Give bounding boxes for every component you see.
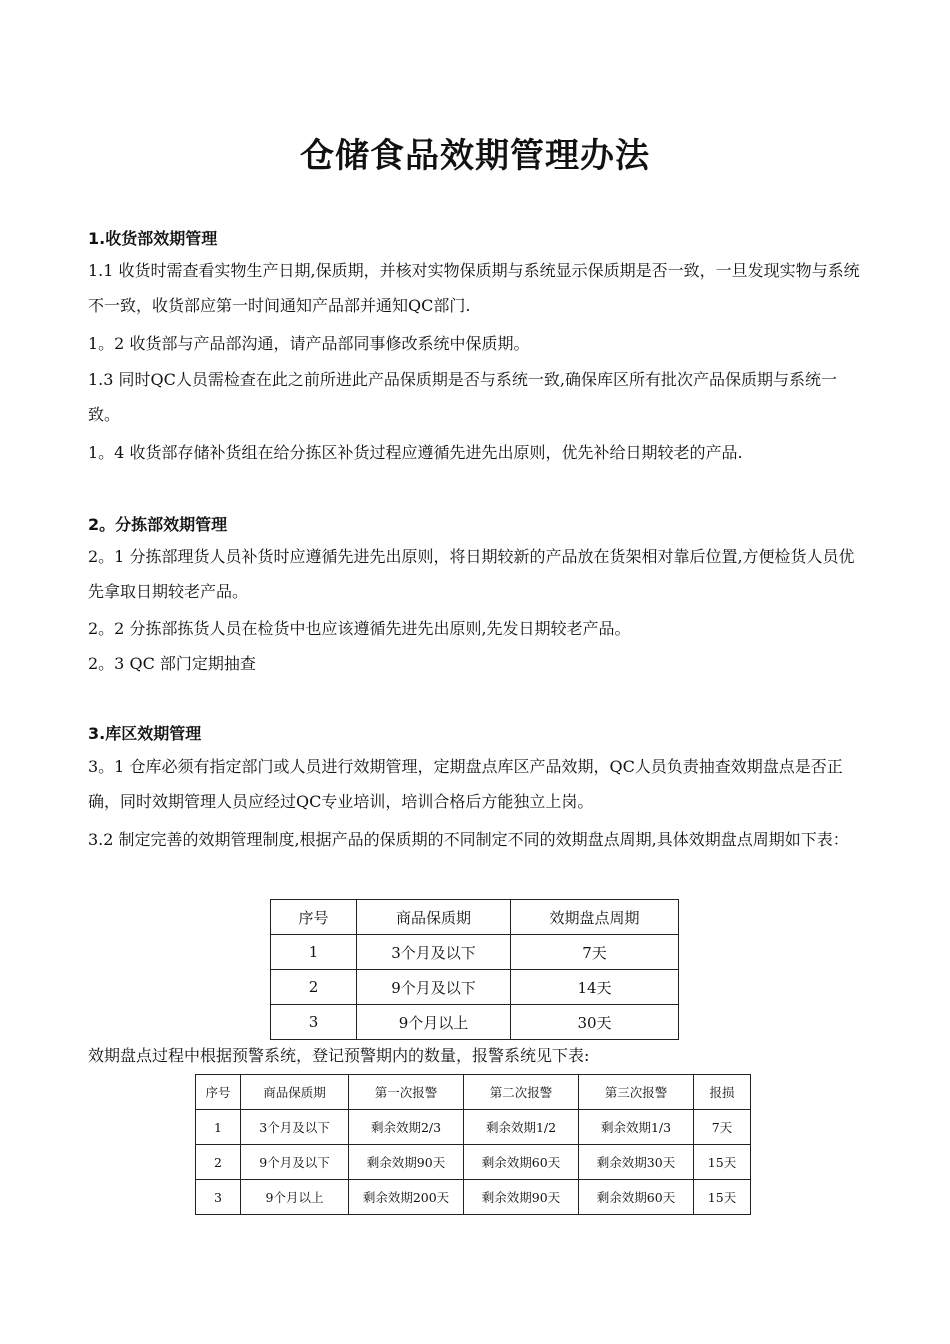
table-cell: 3个月及以下 (241, 1110, 349, 1145)
table-cell: 剩余效期1/3 (579, 1110, 694, 1145)
table-header-row (271, 900, 679, 935)
section-1-heading: 1.收货部效期管理 (88, 229, 218, 248)
table-cell: 剩余效期90天 (349, 1145, 464, 1180)
table-cell: 1 (196, 1110, 241, 1145)
table-row (196, 1110, 751, 1145)
header-cell: 第二次报警 (464, 1075, 579, 1110)
section-2-paragraph: 2。1 分拣部理货人员补货时应遵循先进先出原则，将日期较新的产品放在货架相对靠后位置,方便检货人员优先拿取日期较老产品。 (88, 547, 855, 601)
section-2-paragraph: 2。3 QC 部门定期抽查 (88, 654, 256, 673)
table-cell: 14天 (511, 970, 679, 1005)
section-3-paragraph: 3.2 制定完善的效期管理制度,根据产品的保质期的不同制定不同的效期盘点周期,具体效期盘点周期如下表： (88, 830, 849, 849)
table-cell: 9个月以上 (357, 1005, 511, 1040)
table-2-intro: 效期盘点过程中根据预警系统，登记预警期内的数量，报警系统见下表: (88, 1046, 590, 1065)
table-cell: 剩余效期30天 (579, 1145, 694, 1180)
header-cell: 商品保质期 (357, 900, 511, 935)
table-cell: 剩余效期90天 (464, 1180, 579, 1215)
table-row (271, 1005, 679, 1040)
table-row (271, 935, 679, 970)
header-cell: 商品保质期 (241, 1075, 349, 1110)
header-cell: 第三次报警 (579, 1075, 694, 1110)
section-2-heading: 2。分拣部效期管理 (88, 515, 228, 534)
table-row (196, 1145, 751, 1180)
section-2-paragraph: 2。2 分拣部拣货人员在检货中也应该遵循先进先出原则,先发日期较老产品。 (88, 619, 631, 638)
table-row (196, 1180, 751, 1215)
document-title: 仓储食品效期管理办法 (300, 136, 650, 176)
header-cell: 效期盘点周期 (511, 900, 679, 935)
table-cell: 3个月及以下 (357, 935, 511, 970)
inventory-cycle-table (270, 899, 679, 1040)
table-cell: 剩余效期60天 (579, 1180, 694, 1215)
table-cell: 剩余效期1/2 (464, 1110, 579, 1145)
table-cell: 剩余效期200天 (349, 1180, 464, 1215)
section-1-paragraph: 1.1 收货时需查看实物生产日期,保质期，并核对实物保质期与系统显示保质期是否一致，一旦发现实物与系统不一致，收货部应第一时间通知产品部并通知QC部门. (88, 261, 860, 315)
table-cell: 1 (271, 935, 357, 970)
table-cell: 15天 (694, 1180, 751, 1215)
table-cell: 2 (196, 1145, 241, 1180)
table-cell: 7天 (511, 935, 679, 970)
table-cell: 7天 (694, 1110, 751, 1145)
header-cell: 序号 (271, 900, 357, 935)
table-cell: 9个月以上 (241, 1180, 349, 1215)
section-1-paragraph: 1.3 同时QC人员需检查在此之前所进此产品保质期是否与系统一致,确保库区所有批次产品保质期与系统一致。 (88, 370, 837, 424)
header-cell: 报损 (694, 1075, 751, 1110)
table-cell: 9个月及以下 (357, 970, 511, 1005)
expiry-alert-table (195, 1074, 751, 1215)
section-1-paragraph: 1。4 收货部存储补货组在给分拣区补货过程应遵循先进先出原则，优先补给日期较老的产品. (88, 443, 743, 462)
table-cell: 9个月及以下 (241, 1145, 349, 1180)
table-cell: 3 (271, 1005, 357, 1040)
table-cell: 15天 (694, 1145, 751, 1180)
table-cell: 2 (271, 970, 357, 1005)
table-row (271, 970, 679, 1005)
table-cell: 剩余效期2/3 (349, 1110, 464, 1145)
table-cell: 3 (196, 1180, 241, 1215)
section-3-paragraph: 3。1 仓库必须有指定部门或人员进行效期管理，定期盘点库区产品效期，QC人员负责抽查效期盘点是否正确，同时效期管理人员应经过QC专业培训，培训合格后方能独立上岗。 (88, 757, 843, 811)
table-header-row (196, 1075, 751, 1110)
table-cell: 30天 (511, 1005, 679, 1040)
section-3-heading: 3.库区效期管理 (88, 724, 202, 743)
section-1-paragraph: 1。2 收货部与产品部沟通，请产品部同事修改系统中保质期。 (88, 334, 530, 353)
header-cell: 序号 (196, 1075, 241, 1110)
header-cell: 第一次报警 (349, 1075, 464, 1110)
table-cell: 剩余效期60天 (464, 1145, 579, 1180)
